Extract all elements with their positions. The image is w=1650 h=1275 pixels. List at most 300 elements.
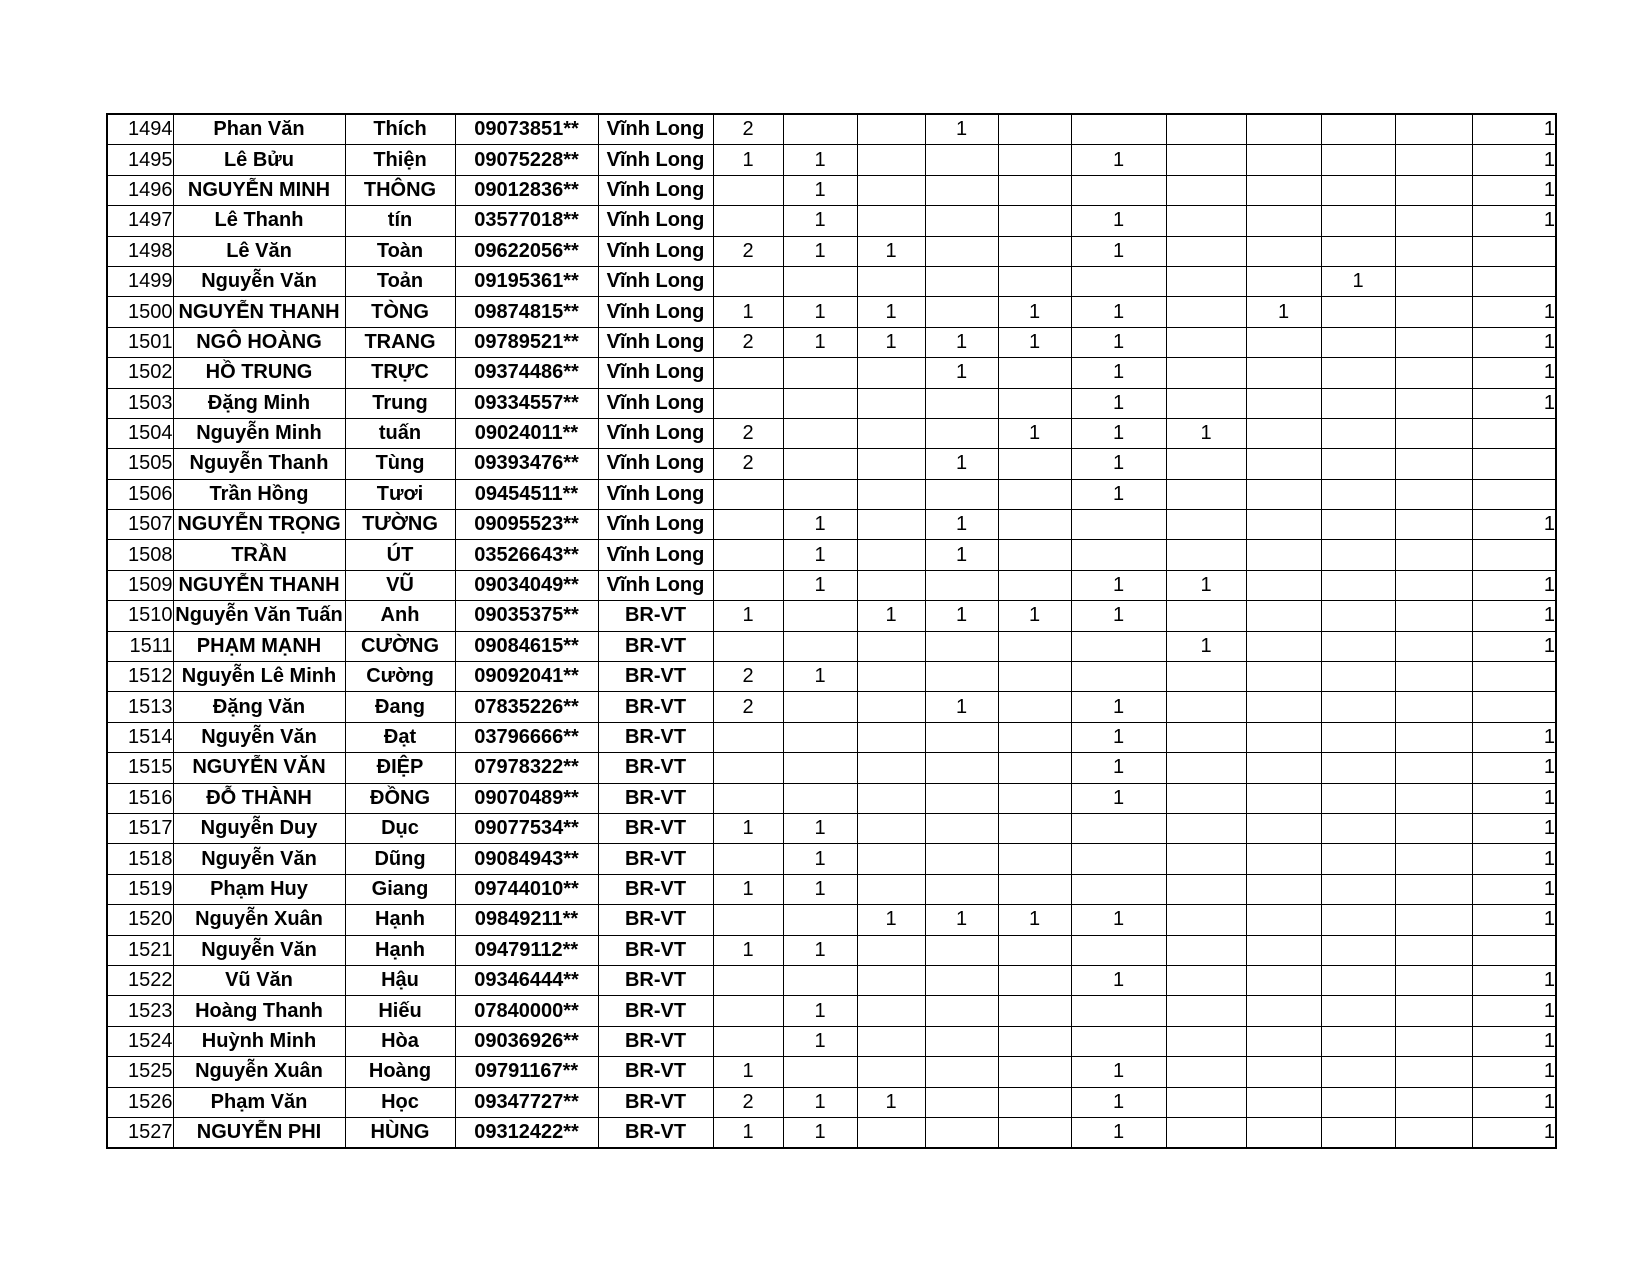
count-cell-9	[1321, 570, 1395, 600]
count-cell-1	[713, 631, 783, 661]
count-cell-9	[1321, 813, 1395, 843]
count-cell-8	[1246, 358, 1321, 388]
given-name-cell: TRANG	[345, 327, 455, 357]
count-cell-8	[1246, 722, 1321, 752]
count-cell-6: 1	[1071, 388, 1166, 418]
count-cell-2: 1	[783, 874, 857, 904]
count-cell-11	[1472, 540, 1556, 570]
count-cell-5: 1	[998, 297, 1071, 327]
phone-cell: 09346444**	[455, 965, 598, 995]
row-number-cell: 1494	[107, 114, 173, 145]
count-cell-2: 1	[783, 996, 857, 1026]
surname-cell: Vũ Văn	[173, 965, 345, 995]
row-number-cell: 1507	[107, 510, 173, 540]
count-cell-5	[998, 692, 1071, 722]
count-cell-4	[925, 175, 998, 205]
count-cell-7: 1	[1166, 418, 1246, 448]
count-cell-3	[857, 175, 925, 205]
count-cell-2	[783, 965, 857, 995]
count-cell-7	[1166, 206, 1246, 236]
province-cell: Vĩnh Long	[598, 114, 713, 145]
count-cell-1: 2	[713, 449, 783, 479]
count-cell-11: 1	[1472, 813, 1556, 843]
count-cell-9	[1321, 1117, 1395, 1148]
count-cell-5	[998, 206, 1071, 236]
given-name-cell: VŨ	[345, 570, 455, 600]
count-cell-5: 1	[998, 327, 1071, 357]
count-cell-5	[998, 844, 1071, 874]
count-cell-10	[1395, 905, 1472, 935]
count-cell-7	[1166, 1087, 1246, 1117]
table-row	[107, 266, 1556, 296]
count-cell-4	[925, 1026, 998, 1056]
given-name-cell: Hòa	[345, 1026, 455, 1056]
count-cell-2	[783, 418, 857, 448]
phone-cell: 07978322**	[455, 753, 598, 783]
count-cell-8	[1246, 479, 1321, 509]
given-name-cell: Học	[345, 1087, 455, 1117]
count-cell-8	[1246, 692, 1321, 722]
count-cell-3	[857, 114, 925, 145]
count-cell-10	[1395, 206, 1472, 236]
count-cell-5: 1	[998, 418, 1071, 448]
count-cell-6: 1	[1071, 449, 1166, 479]
count-cell-4	[925, 813, 998, 843]
table-row	[107, 753, 1556, 783]
count-cell-5	[998, 175, 1071, 205]
table-row	[107, 418, 1556, 448]
row-number-cell: 1525	[107, 1057, 173, 1087]
table-row	[107, 692, 1556, 722]
count-cell-7	[1166, 327, 1246, 357]
count-cell-10	[1395, 935, 1472, 965]
table-row	[107, 813, 1556, 843]
phone-cell: 09454511**	[455, 479, 598, 509]
count-cell-3	[857, 145, 925, 175]
count-cell-9	[1321, 905, 1395, 935]
count-cell-11	[1472, 236, 1556, 266]
count-cell-4	[925, 631, 998, 661]
phone-cell: 09374486**	[455, 358, 598, 388]
count-cell-6: 1	[1071, 1087, 1166, 1117]
count-cell-3	[857, 510, 925, 540]
count-cell-2: 1	[783, 935, 857, 965]
province-cell: Vĩnh Long	[598, 570, 713, 600]
count-cell-6: 1	[1071, 601, 1166, 631]
row-number-cell: 1506	[107, 479, 173, 509]
row-number-cell: 1521	[107, 935, 173, 965]
row-number-cell: 1495	[107, 145, 173, 175]
count-cell-7	[1166, 1026, 1246, 1056]
count-cell-1	[713, 905, 783, 935]
count-cell-8	[1246, 1026, 1321, 1056]
province-cell: BR-VT	[598, 662, 713, 692]
count-cell-7	[1166, 1117, 1246, 1148]
province-cell: BR-VT	[598, 935, 713, 965]
count-cell-11: 1	[1472, 631, 1556, 661]
phone-cell: 09849211**	[455, 905, 598, 935]
count-cell-10	[1395, 297, 1472, 327]
count-cell-5	[998, 479, 1071, 509]
count-cell-4	[925, 297, 998, 327]
row-number-cell: 1519	[107, 874, 173, 904]
count-cell-4	[925, 935, 998, 965]
count-cell-11: 1	[1472, 297, 1556, 327]
count-cell-10	[1395, 236, 1472, 266]
count-cell-4	[925, 844, 998, 874]
table-row	[107, 844, 1556, 874]
count-cell-7	[1166, 479, 1246, 509]
count-cell-9	[1321, 935, 1395, 965]
province-cell: Vĩnh Long	[598, 479, 713, 509]
count-cell-5	[998, 114, 1071, 145]
surname-cell: NGUYỄN THANH	[173, 570, 345, 600]
count-cell-7	[1166, 813, 1246, 843]
phone-cell: 09791167**	[455, 1057, 598, 1087]
count-cell-2	[783, 601, 857, 631]
count-cell-8	[1246, 813, 1321, 843]
data-table	[106, 113, 1557, 1149]
table-row	[107, 327, 1556, 357]
count-cell-2: 1	[783, 1117, 857, 1148]
surname-cell: Nguyễn Thanh	[173, 449, 345, 479]
count-cell-10	[1395, 844, 1472, 874]
row-number-cell: 1513	[107, 692, 173, 722]
table-row	[107, 145, 1556, 175]
count-cell-2	[783, 1057, 857, 1087]
count-cell-3	[857, 874, 925, 904]
province-cell: Vĩnh Long	[598, 236, 713, 266]
given-name-cell: Hạnh	[345, 935, 455, 965]
count-cell-9: 1	[1321, 266, 1395, 296]
count-cell-11	[1472, 479, 1556, 509]
count-cell-2	[783, 722, 857, 752]
count-cell-5	[998, 570, 1071, 600]
province-cell: BR-VT	[598, 996, 713, 1026]
count-cell-10	[1395, 996, 1472, 1026]
count-cell-6: 1	[1071, 145, 1166, 175]
count-cell-4: 1	[925, 905, 998, 935]
given-name-cell: Giang	[345, 874, 455, 904]
province-cell: Vĩnh Long	[598, 510, 713, 540]
count-cell-3: 1	[857, 905, 925, 935]
count-cell-11: 1	[1472, 206, 1556, 236]
province-cell: BR-VT	[598, 844, 713, 874]
count-cell-6	[1071, 114, 1166, 145]
count-cell-8	[1246, 236, 1321, 266]
count-cell-1: 1	[713, 1057, 783, 1087]
count-cell-3: 1	[857, 327, 925, 357]
phone-cell: 09073851**	[455, 114, 598, 145]
count-cell-3	[857, 418, 925, 448]
count-cell-11	[1472, 662, 1556, 692]
count-cell-1	[713, 722, 783, 752]
count-cell-5	[998, 449, 1071, 479]
table-row	[107, 540, 1556, 570]
table-body	[107, 114, 1556, 1148]
table-row	[107, 479, 1556, 509]
count-cell-1	[713, 570, 783, 600]
count-cell-9	[1321, 327, 1395, 357]
count-cell-6	[1071, 540, 1166, 570]
province-cell: Vĩnh Long	[598, 449, 713, 479]
table-row	[107, 297, 1556, 327]
count-cell-5	[998, 1117, 1071, 1148]
count-cell-5	[998, 722, 1071, 752]
count-cell-5	[998, 813, 1071, 843]
count-cell-9	[1321, 874, 1395, 904]
count-cell-11	[1472, 692, 1556, 722]
count-cell-5: 1	[998, 905, 1071, 935]
count-cell-8	[1246, 844, 1321, 874]
table-row	[107, 236, 1556, 266]
count-cell-1: 1	[713, 297, 783, 327]
given-name-cell: ĐIỆP	[345, 753, 455, 783]
count-cell-6: 1	[1071, 965, 1166, 995]
count-cell-10	[1395, 266, 1472, 296]
count-cell-8: 1	[1246, 297, 1321, 327]
row-number-cell: 1503	[107, 388, 173, 418]
count-cell-8	[1246, 965, 1321, 995]
row-number-cell: 1508	[107, 540, 173, 570]
count-cell-11	[1472, 449, 1556, 479]
count-cell-6: 1	[1071, 206, 1166, 236]
phone-cell: 09092041**	[455, 662, 598, 692]
count-cell-9	[1321, 449, 1395, 479]
province-cell: Vĩnh Long	[598, 540, 713, 570]
row-number-cell: 1522	[107, 965, 173, 995]
count-cell-9	[1321, 1087, 1395, 1117]
count-cell-3	[857, 753, 925, 783]
surname-cell: Phạm Huy	[173, 874, 345, 904]
surname-cell: NGUYỄN THANH	[173, 297, 345, 327]
phone-cell: 09312422**	[455, 1117, 598, 1148]
count-cell-2	[783, 753, 857, 783]
count-cell-5	[998, 145, 1071, 175]
count-cell-8	[1246, 570, 1321, 600]
count-cell-11: 1	[1472, 1117, 1556, 1148]
count-cell-5	[998, 510, 1071, 540]
surname-cell: NGUYỄN PHI	[173, 1117, 345, 1148]
count-cell-9	[1321, 1026, 1395, 1056]
count-cell-1	[713, 479, 783, 509]
row-number-cell: 1524	[107, 1026, 173, 1056]
count-cell-6: 1	[1071, 783, 1166, 813]
row-number-cell: 1504	[107, 418, 173, 448]
count-cell-8	[1246, 996, 1321, 1026]
surname-cell: Nguyễn Xuân	[173, 905, 345, 935]
count-cell-7	[1166, 510, 1246, 540]
count-cell-1	[713, 206, 783, 236]
row-number-cell: 1505	[107, 449, 173, 479]
count-cell-4: 1	[925, 449, 998, 479]
count-cell-9	[1321, 722, 1395, 752]
count-cell-5	[998, 358, 1071, 388]
table-row	[107, 1117, 1556, 1148]
count-cell-3	[857, 692, 925, 722]
count-cell-2: 1	[783, 206, 857, 236]
count-cell-1: 2	[713, 662, 783, 692]
count-cell-9	[1321, 996, 1395, 1026]
given-name-cell: Anh	[345, 601, 455, 631]
count-cell-1	[713, 540, 783, 570]
given-name-cell: Hiếu	[345, 996, 455, 1026]
count-cell-9	[1321, 510, 1395, 540]
count-cell-10	[1395, 540, 1472, 570]
surname-cell: Lê Thanh	[173, 206, 345, 236]
count-cell-8	[1246, 1117, 1321, 1148]
count-cell-1	[713, 175, 783, 205]
count-cell-11: 1	[1472, 844, 1556, 874]
count-cell-10	[1395, 722, 1472, 752]
count-cell-11	[1472, 935, 1556, 965]
phone-cell: 09789521**	[455, 327, 598, 357]
count-cell-10	[1395, 1057, 1472, 1087]
count-cell-2	[783, 358, 857, 388]
count-cell-2	[783, 692, 857, 722]
count-cell-5	[998, 662, 1071, 692]
count-cell-10	[1395, 479, 1472, 509]
count-cell-10	[1395, 418, 1472, 448]
count-cell-9	[1321, 844, 1395, 874]
phone-cell: 07835226**	[455, 692, 598, 722]
province-cell: BR-VT	[598, 965, 713, 995]
row-number-cell: 1515	[107, 753, 173, 783]
count-cell-2: 1	[783, 1026, 857, 1056]
count-cell-7	[1166, 449, 1246, 479]
surname-cell: Đặng Văn	[173, 692, 345, 722]
count-cell-7	[1166, 662, 1246, 692]
count-cell-1	[713, 358, 783, 388]
count-cell-2: 1	[783, 236, 857, 266]
province-cell: Vĩnh Long	[598, 145, 713, 175]
count-cell-4	[925, 996, 998, 1026]
count-cell-4	[925, 1057, 998, 1087]
row-number-cell: 1518	[107, 844, 173, 874]
phone-cell: 09075228**	[455, 145, 598, 175]
table-row	[107, 996, 1556, 1026]
count-cell-3: 1	[857, 236, 925, 266]
row-number-cell: 1496	[107, 175, 173, 205]
count-cell-1: 1	[713, 145, 783, 175]
surname-cell: Phạm Văn	[173, 1087, 345, 1117]
count-cell-7	[1166, 874, 1246, 904]
count-cell-9	[1321, 236, 1395, 266]
count-cell-4	[925, 388, 998, 418]
count-cell-2: 1	[783, 145, 857, 175]
table-row	[107, 935, 1556, 965]
count-cell-5	[998, 1026, 1071, 1056]
phone-cell: 09874815**	[455, 297, 598, 327]
count-cell-5: 1	[998, 601, 1071, 631]
count-cell-10	[1395, 874, 1472, 904]
phone-cell: 09095523**	[455, 510, 598, 540]
count-cell-2	[783, 388, 857, 418]
given-name-cell: tuấn	[345, 418, 455, 448]
count-cell-3	[857, 662, 925, 692]
count-cell-1	[713, 996, 783, 1026]
count-cell-9	[1321, 418, 1395, 448]
row-number-cell: 1510	[107, 601, 173, 631]
province-cell: Vĩnh Long	[598, 206, 713, 236]
given-name-cell: HÙNG	[345, 1117, 455, 1148]
count-cell-4: 1	[925, 540, 998, 570]
count-cell-10	[1395, 114, 1472, 145]
count-cell-8	[1246, 510, 1321, 540]
province-cell: BR-VT	[598, 1057, 713, 1087]
table-row	[107, 449, 1556, 479]
count-cell-11	[1472, 266, 1556, 296]
count-cell-1	[713, 965, 783, 995]
count-cell-4	[925, 145, 998, 175]
table-row	[107, 1057, 1556, 1087]
surname-cell: Trần Hồng	[173, 479, 345, 509]
surname-cell: Nguyễn Xuân	[173, 1057, 345, 1087]
count-cell-7	[1166, 996, 1246, 1026]
phone-cell: 07840000**	[455, 996, 598, 1026]
surname-cell: Nguyễn Văn Tuấn	[173, 601, 345, 631]
given-name-cell: THÔNG	[345, 175, 455, 205]
row-number-cell: 1523	[107, 996, 173, 1026]
count-cell-8	[1246, 175, 1321, 205]
surname-cell: Lê Văn	[173, 236, 345, 266]
count-cell-3: 1	[857, 601, 925, 631]
count-cell-2	[783, 905, 857, 935]
count-cell-3	[857, 722, 925, 752]
count-cell-8	[1246, 145, 1321, 175]
phone-cell: 09084615**	[455, 631, 598, 661]
count-cell-2	[783, 783, 857, 813]
count-cell-11: 1	[1472, 1087, 1556, 1117]
row-number-cell: 1511	[107, 631, 173, 661]
count-cell-10	[1395, 753, 1472, 783]
count-cell-8	[1246, 935, 1321, 965]
count-cell-4	[925, 753, 998, 783]
count-cell-7	[1166, 692, 1246, 722]
given-name-cell: Trung	[345, 388, 455, 418]
count-cell-11: 1	[1472, 358, 1556, 388]
count-cell-1	[713, 388, 783, 418]
table-row	[107, 206, 1556, 236]
province-cell: BR-VT	[598, 692, 713, 722]
count-cell-11: 1	[1472, 905, 1556, 935]
count-cell-4: 1	[925, 692, 998, 722]
given-name-cell: Thích	[345, 114, 455, 145]
province-cell: BR-VT	[598, 905, 713, 935]
count-cell-3	[857, 631, 925, 661]
phone-cell: 09070489**	[455, 783, 598, 813]
count-cell-3	[857, 783, 925, 813]
count-cell-9	[1321, 114, 1395, 145]
count-cell-4: 1	[925, 510, 998, 540]
count-cell-4	[925, 418, 998, 448]
count-cell-10	[1395, 662, 1472, 692]
given-name-cell: Đang	[345, 692, 455, 722]
count-cell-6: 1	[1071, 722, 1166, 752]
count-cell-7	[1166, 266, 1246, 296]
count-cell-11: 1	[1472, 1057, 1556, 1087]
surname-cell: Nguyễn Văn	[173, 722, 345, 752]
count-cell-6	[1071, 935, 1166, 965]
table-row	[107, 783, 1556, 813]
surname-cell: Nguyễn Văn	[173, 844, 345, 874]
count-cell-10	[1395, 570, 1472, 600]
count-cell-5	[998, 935, 1071, 965]
count-cell-2	[783, 266, 857, 296]
count-cell-8	[1246, 540, 1321, 570]
province-cell: BR-VT	[598, 722, 713, 752]
surname-cell: Nguyễn Văn	[173, 266, 345, 296]
